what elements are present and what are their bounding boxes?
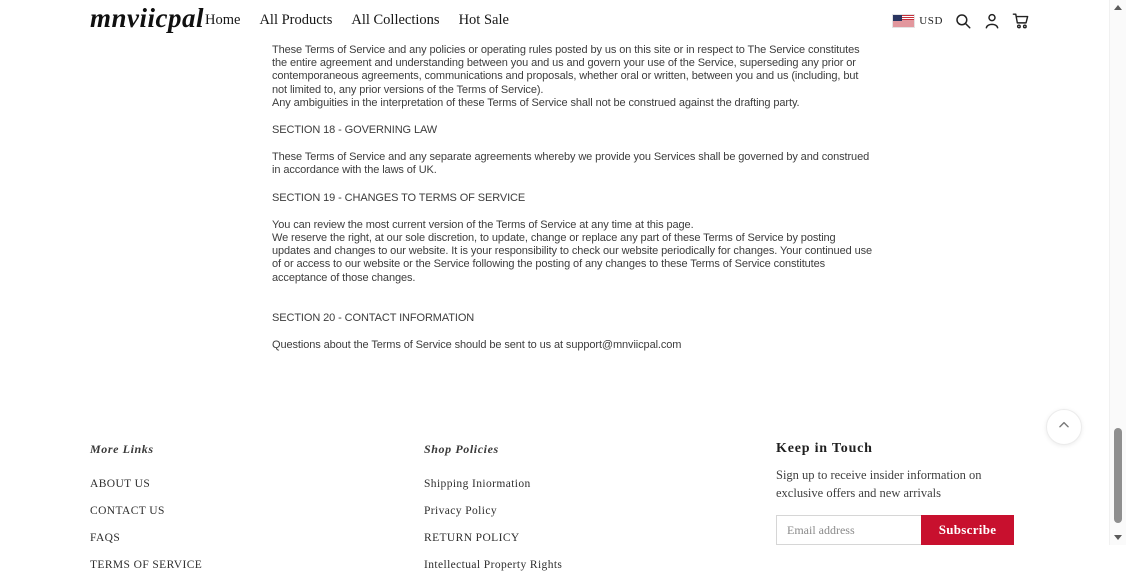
section-20-body [272,339,872,352]
section-19-heading-block [272,192,872,205]
newsletter-form [776,515,1014,545]
footer-newsletter-column [776,440,1026,545]
cart-icon[interactable] [1011,11,1030,30]
footer-link-shipping-information[interactable]: Shipping Iniormation [424,478,531,490]
nav-item-hot-sale[interactable]: Hot Sale [458,12,509,28]
section-20-heading-block [272,312,872,325]
footer-column-title: Shop Policies [424,442,499,456]
nav-item-home[interactable]: Home [205,12,241,28]
email-input[interactable] [776,515,921,545]
tos-paragraph: Any ambiguities in the interpretation of these Terms of Service shall not be construed against the drafting party. [272,96,800,109]
currency-selector[interactable] [893,15,943,27]
vertical-scrollbar[interactable] [1109,0,1126,545]
tos-paragraph: These Terms of Service and any policies or operating rules posted by us on this site or in respect to The Service constitutes the entire agreement and understanding between you and us and govern your use of the Service, superseding any prior or contemporaneous agreements, communications and proposals, whether oral or written, between you and us (including, but not limited to, any prior versions of the Terms of Service). [272,44,860,96]
tos-paragraph: You can review the most current version of the Terms of Service at any time at this page. [272,218,694,231]
footer [0,440,1109,571]
tos-intro [272,44,872,110]
section-18-body [272,151,872,177]
newsletter-title: Keep in Touch [776,441,873,456]
footer-column-title: More Links [90,442,154,456]
scroll-down-arrow-icon[interactable] [1114,535,1122,540]
account-icon[interactable] [982,11,1001,30]
section-18-heading-block [272,124,872,137]
section-heading: SECTION 19 - CHANGES TO TERMS OF SERVICE [272,191,526,204]
subscribe-button[interactable]: Subscribe [921,515,1014,545]
nav-item-all-collections[interactable]: All Collections [351,12,440,28]
footer-link-terms-of-service[interactable]: TERMS OF SERVICE [90,559,203,571]
currency-code: USD [919,14,943,27]
header [0,0,1109,41]
footer-link-about-us[interactable]: ABOUT US [90,478,151,490]
footer-link-return-policy[interactable]: RETURN POLICY [424,532,520,544]
footer-link-faqs[interactable]: FAQS [90,532,121,544]
section-19-body [272,219,872,285]
scroll-up-arrow-icon[interactable] [1114,5,1122,10]
search-icon[interactable] [953,11,972,30]
section-heading: SECTION 18 - GOVERNING LAW [272,124,438,137]
chevron-up-icon [1057,418,1071,437]
header-actions [893,0,1030,41]
footer-shop-policies-column [424,440,562,582]
tos-paragraph: Questions about the Terms of Service should be sent to us at support@mnviicpal.com [272,339,682,352]
scrollbar-thumb[interactable] [1114,428,1122,523]
footer-link-contact-us[interactable]: CONTACT US [90,505,165,517]
section-heading: SECTION 20 - CONTACT INFORMATION [272,311,475,324]
footer-link-intellectual-property-rights[interactable]: Intellectual Property Rights [424,559,563,571]
footer-link-privacy-policy[interactable]: Privacy Policy [424,505,497,517]
tos-paragraph: We reserve the right, at our sole discretion, to update, change or replace any part of these Terms of Service by posting updates and changes to our website. It is your responsibility to check our website periodically for changes. Your continued use of or access to our website or the Service following the posting of any changes to these Terms of Service constitutes acceptance of those changes. [272,232,872,284]
footer-more-links-column [90,440,202,582]
scroll-to-top-button[interactable] [1046,409,1082,445]
site-logo[interactable]: mnviicpal [90,3,204,33]
terms-of-service-content [272,44,872,352]
tos-paragraph: These Terms of Service and any separate agreements whereby we provide you Services shall be governed by and construed in accordance with the laws of UK. [272,151,870,177]
newsletter-text: Sign up to receive insider information on exclusive offers and new arrivals [776,468,982,500]
us-flag-icon [893,15,914,27]
nav-item-all-products[interactable]: All Products [259,12,333,28]
main-nav [205,0,509,41]
